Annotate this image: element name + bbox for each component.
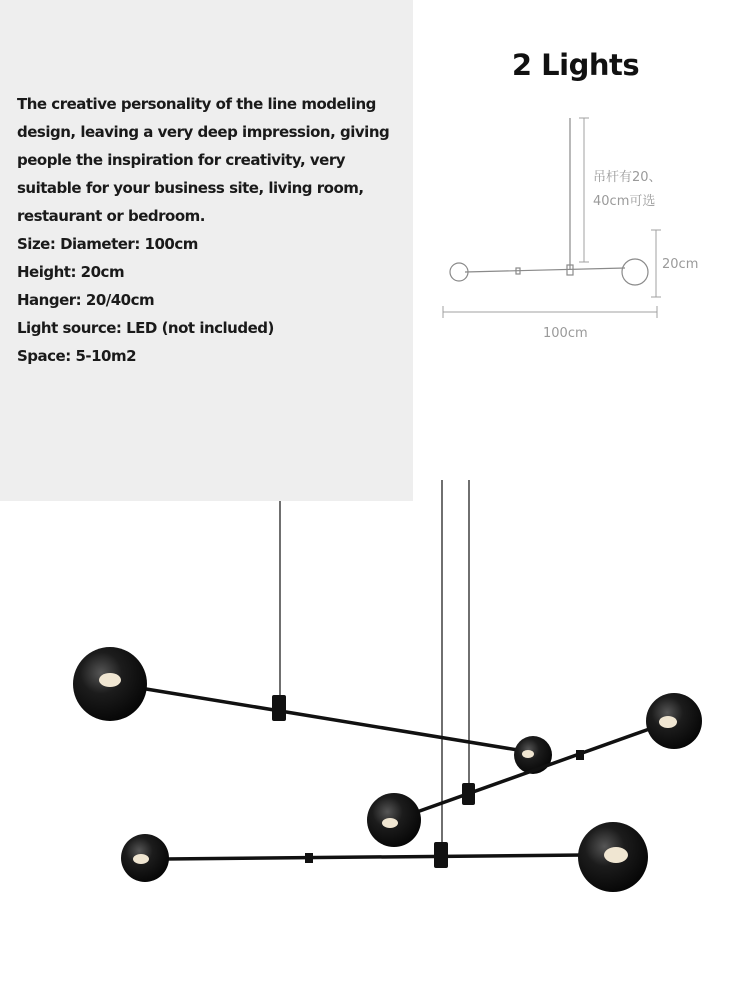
diagram-arm (465, 268, 625, 272)
spec-light-source: Light source: LED (not included) (17, 319, 274, 337)
diagram-right-globe (622, 259, 648, 285)
height-dimension-label: 20cm (662, 257, 699, 272)
variant-heading: 2 Lights (511, 48, 640, 82)
spec-hanger: Hanger: 20/40cm (17, 291, 155, 309)
product-description: The creative personality of the line modeling design, leaving a very deep impression, giving people the inspiration for creativity, very suitable for your business site, living room, restaurant or bedroom. (17, 95, 390, 225)
chandelier-photo (73, 480, 702, 892)
spec-size: Size: Diameter: 100cm (17, 235, 198, 253)
spec-space: Space: 5-10m2 (17, 347, 137, 365)
hanger-option-label-line1: 吊杆有20、 (593, 170, 662, 185)
width-dimension-label: 100cm (543, 326, 588, 341)
spec-height: Height: 20cm (17, 263, 125, 281)
diagram-dimension-lines (443, 118, 661, 318)
hanger-option-label-line2: 40cm可选 (593, 194, 656, 209)
